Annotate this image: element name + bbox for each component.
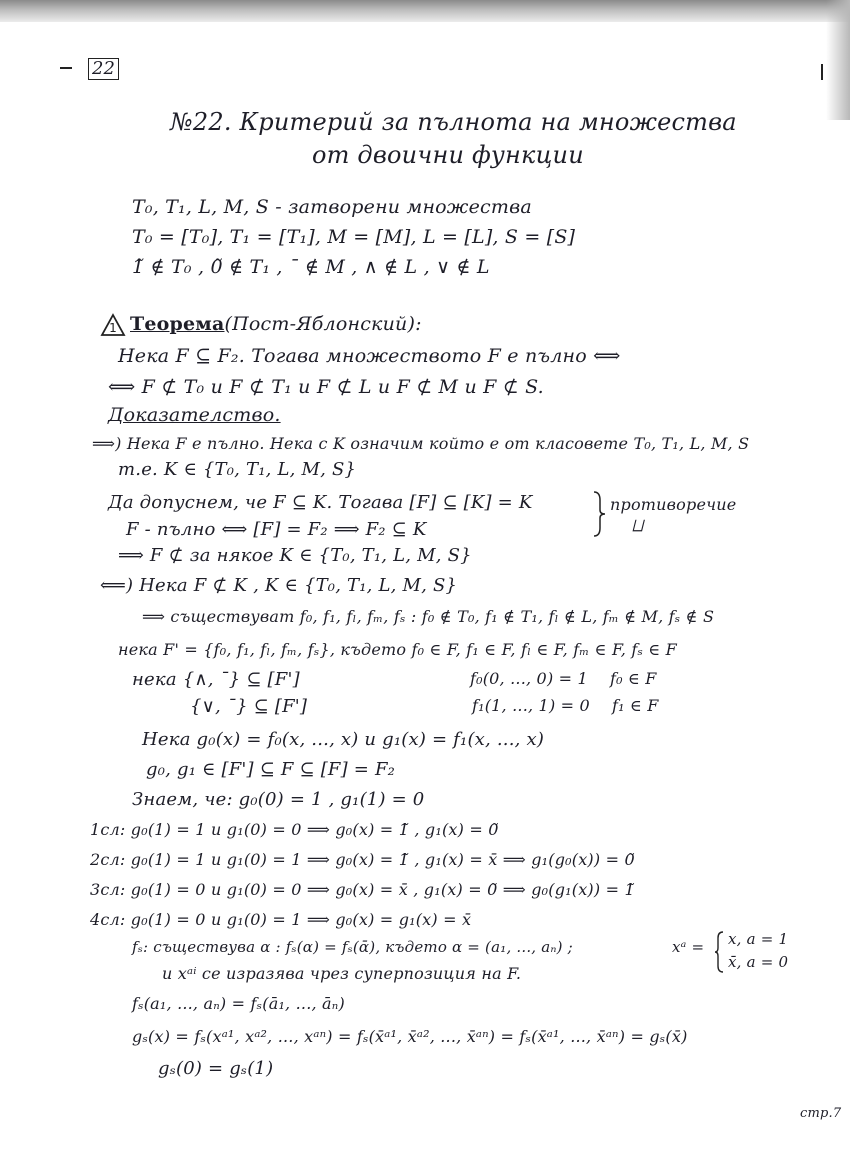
title-line-1: №22. Критерий за пълнота на множества bbox=[170, 108, 737, 136]
theorem-line-1: Нека F ⊆ F₂. Тогава множеството F е пълно ⟺ bbox=[118, 345, 621, 367]
case-brace-icon bbox=[714, 930, 724, 974]
proof-line-final: gₛ(0) = gₛ(1) bbox=[158, 1058, 274, 1079]
intro-line-2: T₀ = [T₀], T₁ = [T₁], M = [M], L = [L], S = [S] bbox=[132, 226, 576, 248]
case-3: 3сл: g₀(1) = 0 и g₁(0) = 0 ⟹ g₀(x) = x̄ , g₁(x) = 0̃ ⟹ g₀(g₁(x)) = 1̃ bbox=[90, 880, 635, 899]
note-ref-b bbox=[472, 696, 659, 715]
proof-line-3: Да допуснем, че F ⊆ K. Тогава [F] ⊆ [K] = K bbox=[108, 492, 533, 513]
proof-line-gs: gₛ(x) = fₛ(xᵃ¹, xᵃ², ..., xᵃⁿ) = fₛ(x̄ᵃ¹, x̄ᵃ², ..., x̄ᵃⁿ) = fₛ(x̄ᵃ¹, ..., x̄ᵃⁿ) = gₛ(x̄) bbox=[132, 1027, 688, 1046]
proof-line-superposition: и xᵃⁱ се изразява чрез суперпозиция на F. bbox=[162, 964, 522, 983]
theorem-title: Теорема bbox=[130, 313, 225, 335]
brace-icon bbox=[592, 490, 606, 538]
proof-line-fs: fₛ: съществува α : fₛ(α) = fₛ(ᾱ), където α = (a₁, ..., aₙ) ; bbox=[132, 938, 573, 956]
note-ref-a-eq: f₀(0, ..., 0) = 1 bbox=[470, 669, 588, 688]
note-ref-b-tail: f₁ ∈ F bbox=[611, 696, 659, 715]
proof-line-7: ⟹ съществуват f₀, f₁, fₗ, fₘ, fₛ : f₀ ∉ T₀, f₁ ∉ T₁, fₗ ∉ L, fₘ ∉ M, fₛ ∉ S bbox=[142, 607, 715, 626]
proof-line-2: т.е. K ∈ {T₀, T₁, L, M, S} bbox=[118, 459, 357, 480]
warning-icon bbox=[100, 313, 126, 337]
svg-text:1: 1 bbox=[109, 321, 117, 335]
proof-line-1: ⟹) Нека F е пълно. Нека с K означим който е от класовете T₀, T₁, L, M, S bbox=[92, 434, 750, 453]
intro-line-1: T₀, T₁, L, M, S - затворени множества bbox=[132, 196, 532, 218]
case-2: 2сл: g₀(1) = 1 и g₁(0) = 1 ⟹ g₀(x) = 1̃ , g₁(x) = x̄ ⟹ g₁(g₀(x)) = 0̃ bbox=[90, 850, 635, 869]
case-4: 4сл: g₀(1) = 0 и g₁(0) = 1 ⟹ g₀(x) = g₁(x) = x̄ bbox=[90, 910, 472, 929]
case-top: x, a = 1 bbox=[728, 930, 789, 948]
proof-line-fs-eq: fₛ(a₁, ..., aₙ) = fₛ(ā₁, ..., āₙ) bbox=[132, 994, 345, 1013]
margin-tick bbox=[821, 64, 823, 80]
proof-line-11: Нека g₀(x) = f₀(x, ..., x) и g₁(x) = f₁(x, ..., x) bbox=[142, 729, 545, 750]
proof-line-10: {∨, ¯} ⊆ [F'] bbox=[190, 696, 308, 717]
note-ref-a-tail: f₀ ∈ F bbox=[609, 669, 657, 688]
theorem-line-2: ⟺ F ⊄ T₀ и F ⊄ T₁ и F ⊄ L и F ⊄ M и F ⊄ S. bbox=[108, 376, 544, 398]
theorem-author: (Пост-Яблонский): bbox=[224, 313, 422, 335]
intro-line-3: 1̃ ∉ T₀ , 0̃ ∉ T₁ , ¯ ∉ M , ∧ ∉ L , ∨ ∉ L bbox=[132, 256, 490, 278]
scan-edge-top bbox=[0, 0, 850, 22]
theorem-heading bbox=[130, 313, 422, 335]
contradiction-mark: ⨆ bbox=[632, 518, 644, 534]
proof-line-13: Знаем, че: g₀(0) = 1 , g₁(1) = 0 bbox=[132, 789, 425, 810]
xa-label: xᵃ = bbox=[672, 938, 705, 956]
note-ref-a bbox=[470, 669, 657, 688]
proof-line-9: нека {∧, ¯} ⊆ [F'] bbox=[132, 669, 300, 690]
proof-line-8: нека F' = {f₀, f₁, fₗ, fₘ, fₛ}, където f₀ ∈ F, f₁ ∈ F, fₗ ∈ F, fₘ ∈ F, fₛ ∈ F bbox=[118, 640, 677, 659]
note-ref-b-eq: f₁(1, ..., 1) = 0 bbox=[472, 696, 590, 715]
proof-heading: Доказателство. bbox=[108, 404, 281, 426]
contradiction-note: противоречие bbox=[610, 495, 737, 514]
footer-page-label: стр.7 bbox=[800, 1106, 842, 1121]
proof-line-5: ⟹ F ⊄ за някое K ∈ {T₀, T₁, L, M, S} bbox=[118, 545, 472, 566]
margin-dash bbox=[60, 67, 72, 69]
case-bottom: x̄, a = 0 bbox=[728, 953, 789, 971]
proof-line-12: g₀, g₁ ∈ [F'] ⊆ F ⊆ [F] = F₂ bbox=[146, 759, 396, 780]
proof-line-6: ⟸) Нека F ⊄ K , K ∈ {T₀, T₁, L, M, S} bbox=[100, 575, 458, 596]
scan-edge-right bbox=[826, 0, 850, 120]
title-line-2: от двоични функции bbox=[312, 141, 584, 169]
proof-line-4: F - пълно ⟺ [F] = F₂ ⟹ F₂ ⊆ K bbox=[126, 519, 427, 540]
case-1: 1сл: g₀(1) = 1 и g₁(0) = 0 ⟹ g₀(x) = 1̃ , g₁(x) = 0̃ bbox=[90, 820, 499, 839]
page-number: 22 bbox=[88, 58, 119, 80]
